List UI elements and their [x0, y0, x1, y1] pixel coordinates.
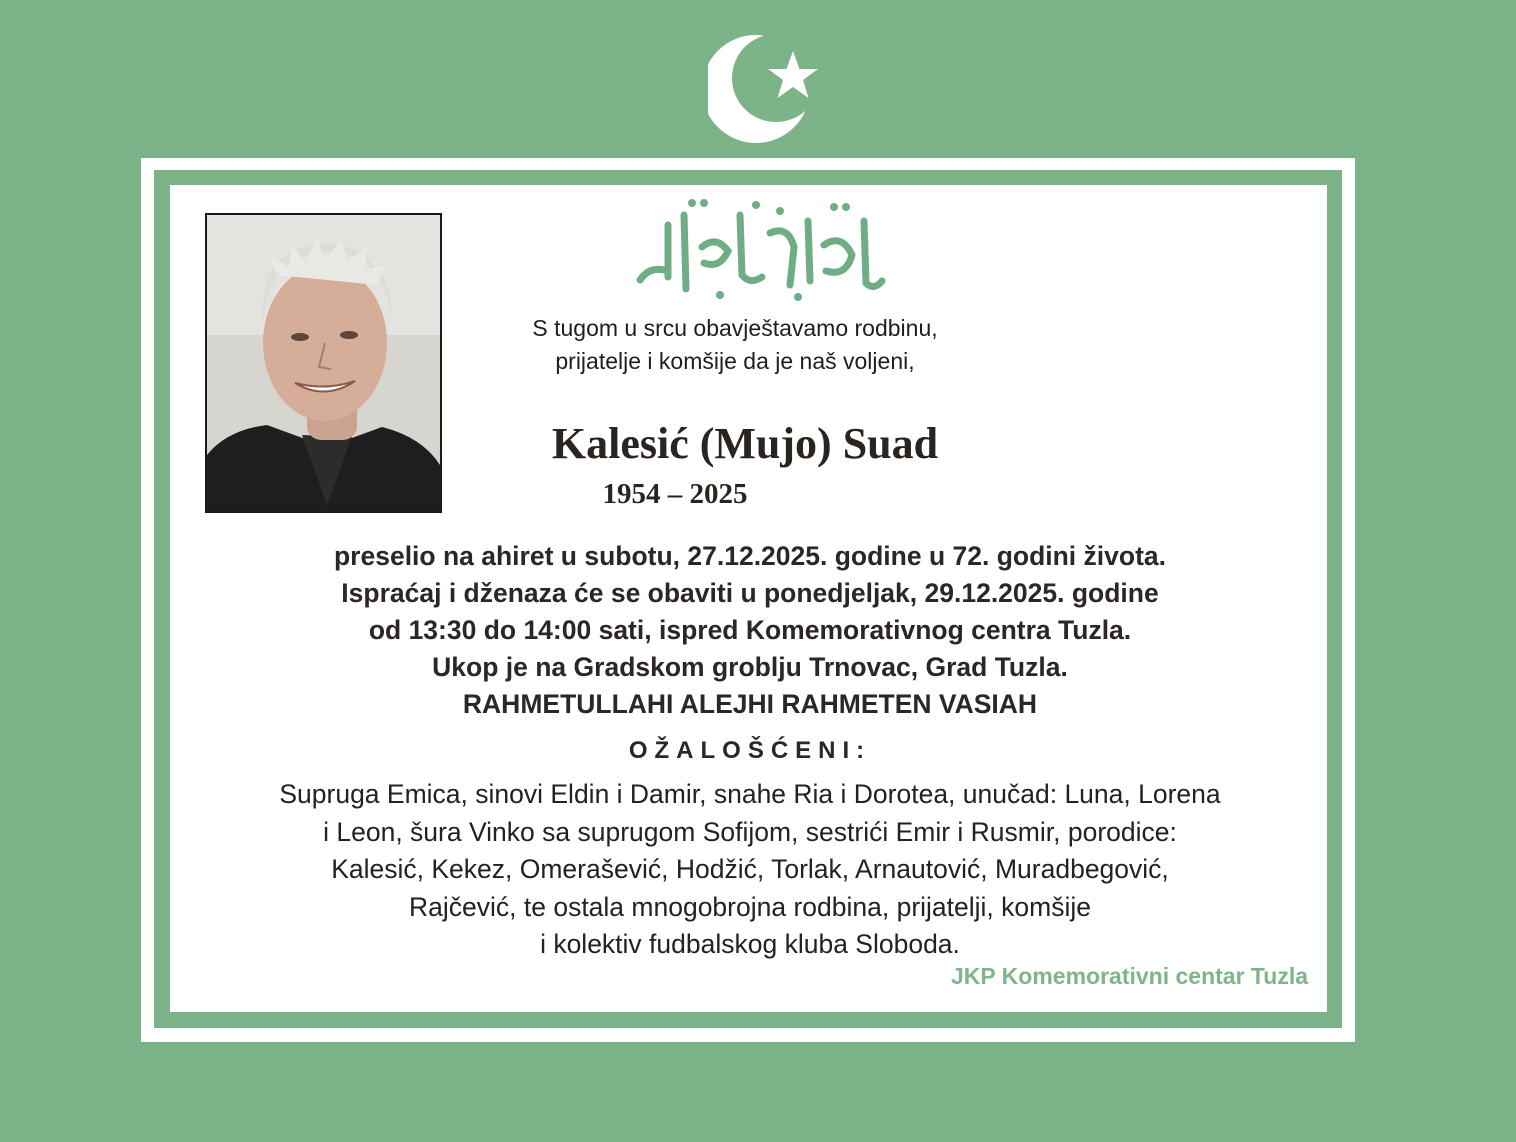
crescent-star-icon — [708, 32, 832, 146]
deceased-portrait-photo — [205, 213, 442, 513]
announcement-text — [180, 538, 1320, 723]
announcement-line: Ispraćaj i dženaza će se obaviti u ponedjeljak, 29.12.2025. godine — [341, 578, 1159, 608]
mourners-line: Kalesić, Kekez, Omerašević, Hodžić, Torlak, Arnautović, Muradbegović, — [331, 854, 1169, 884]
mourners-list — [180, 776, 1320, 964]
organization-signature: JKP Komemorativni centar Tuzla — [950, 963, 1308, 989]
life-years: 1954 – 2025 — [602, 478, 748, 510]
intro-line: prijatelje i komšije da je naš voljeni, — [555, 348, 915, 374]
prayer-line: RAHMETULLAHI ALEJHI RAHMETEN VASIAH — [462, 689, 1038, 719]
announcement-line: Ukop je na Gradskom groblju Trnovac, Grad Tuzla. — [432, 652, 1068, 682]
deceased-name: Kalesić (Mujo) Suad — [551, 419, 939, 468]
mourners-line: i Leon, šura Vinko sa suprugom Sofijom, sestrići Emir i Rusmir, porodice: — [323, 816, 1177, 847]
mourners-heading: OŽALOŠĆENI: — [628, 737, 872, 764]
announcement-line: preselio na ahiret u subotu, 27.12.2025. godine u 72. godini života. — [333, 541, 1166, 571]
mourners-line: i kolektiv fudbalskog kluba Sloboda. — [540, 929, 960, 959]
mourners-line: Supruga Emica, sinovi Eldin i Damir, snahe Ria i Dorotea, unučad: Luna, Lorena — [279, 779, 1221, 809]
arabic-calligraphy-icon — [620, 185, 892, 305]
announcement-line: od 13:30 do 14:00 sati, ispred Komemorativnog centra Tuzla. — [368, 615, 1132, 645]
intro-text — [470, 312, 1000, 378]
intro-line: S tugom u srcu obavještavamo rodbinu, — [532, 315, 938, 341]
mourners-line: Rajčević, te ostala mnogobrojna rodbina, prijatelji, komšije — [409, 891, 1091, 922]
